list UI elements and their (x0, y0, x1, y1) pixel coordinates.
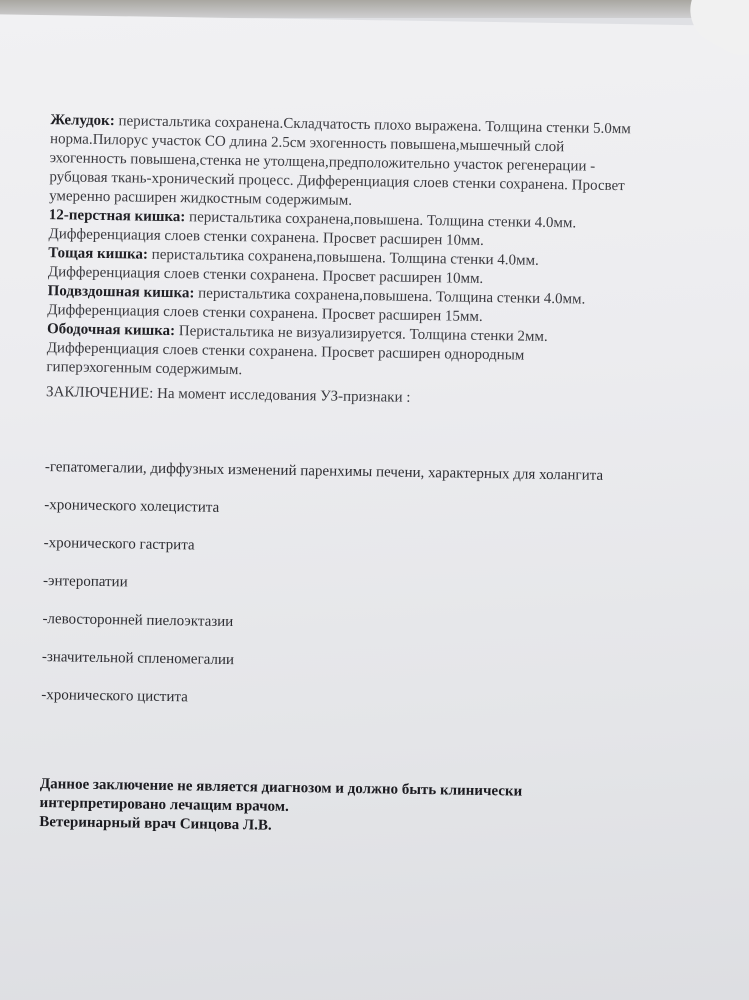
finding-item: -хронического гастрита (43, 535, 195, 554)
disclaimer-line-2: интерпретировано лечащим врачом. (39, 795, 289, 815)
colon-label: Ободочная кишка: (46, 321, 176, 340)
colon-line-3: гиперэхогенным содержимым. (46, 359, 243, 379)
ileum-line-1: Подвздошная кишка: перистальтика сохранена,повышена. Толщина стенки 4.0мм. (47, 283, 586, 308)
jejunum-line-1: Тощая кишка: перистальтика сохранена,повышена. Толщина стенки 4.0мм. (48, 245, 539, 269)
paper-sheet (0, 14, 749, 1000)
duodenum-line-2: Дифференциация слоев стенки сохранена. Просвет расширен 10мм. (48, 226, 484, 249)
finding-item: -хронического цистита (41, 687, 188, 706)
signature: Ветеринарный врач Синцова Л.В. (39, 814, 272, 834)
stomach-line-5: умеренно расширен жидкостным содержимым. (49, 188, 353, 209)
stomach-line-1: Желудок: перистальтика сохранена.Складчатость плохо выражена. Толщина стенки 5.0мм (50, 112, 631, 138)
stomach-label: Желудок: (50, 112, 115, 130)
findings-text (46, 111, 749, 413)
stomach-line-4: рубцовая ткань-хронический процесс. Дифференциация слоев стенки сохранена. Просвет (49, 169, 625, 195)
colon-line-1: Ободочная кишка: Перистальтика не визуализируется. Толщина стенки 2мм. (46, 321, 548, 345)
finding-item: -гепатомегалии, диффузных изменений паренхимы печени, характерных для холангита (44, 459, 604, 484)
colon-line-2: Дифференциация слоев стенки сохранена. Просвет расширен однородным (46, 340, 525, 364)
finding-item: -энтеропатии (42, 573, 128, 591)
duodenum-label: 12-перстная кишка: (48, 207, 186, 226)
jejunum-line-2: Дифференциация слоев стенки сохранена. Просвет расширен 10мм. (47, 264, 484, 287)
finding-item: -левосторонней пиелоэктазии (42, 611, 234, 631)
disclaimer (39, 775, 680, 842)
stomach-line-2: норма.Пилорус участок СО длина 2.5см эхогенность повышена,мышечный слой (49, 131, 565, 156)
duodenum-line-1: 12-перстная кишка: перистальтика сохранена,повышена. Толщина стенки 4.0мм. (48, 207, 577, 232)
jejunum-label: Тощая кишка: (48, 245, 149, 263)
finding-item: -хронического холецистита (44, 497, 220, 516)
conclusion-heading: ЗАКЛЮЧЕНИЕ: На момент исследования УЗ-признаки : (45, 384, 411, 406)
ileum-line-2: Дифференциация слоев стенки сохранена. Просвет расширен 15мм. (47, 302, 483, 325)
disclaimer-line-1: Данное заключение не является диагнозом и должно быть клинически (39, 776, 523, 800)
finding-item: -значительной спленомегалии (41, 649, 235, 669)
ileum-label: Подвздошная кишка: (47, 283, 195, 302)
stomach-line-3: эхогенность повышена,стенка не утолщена,предположительно участок регенерации - (49, 150, 596, 175)
